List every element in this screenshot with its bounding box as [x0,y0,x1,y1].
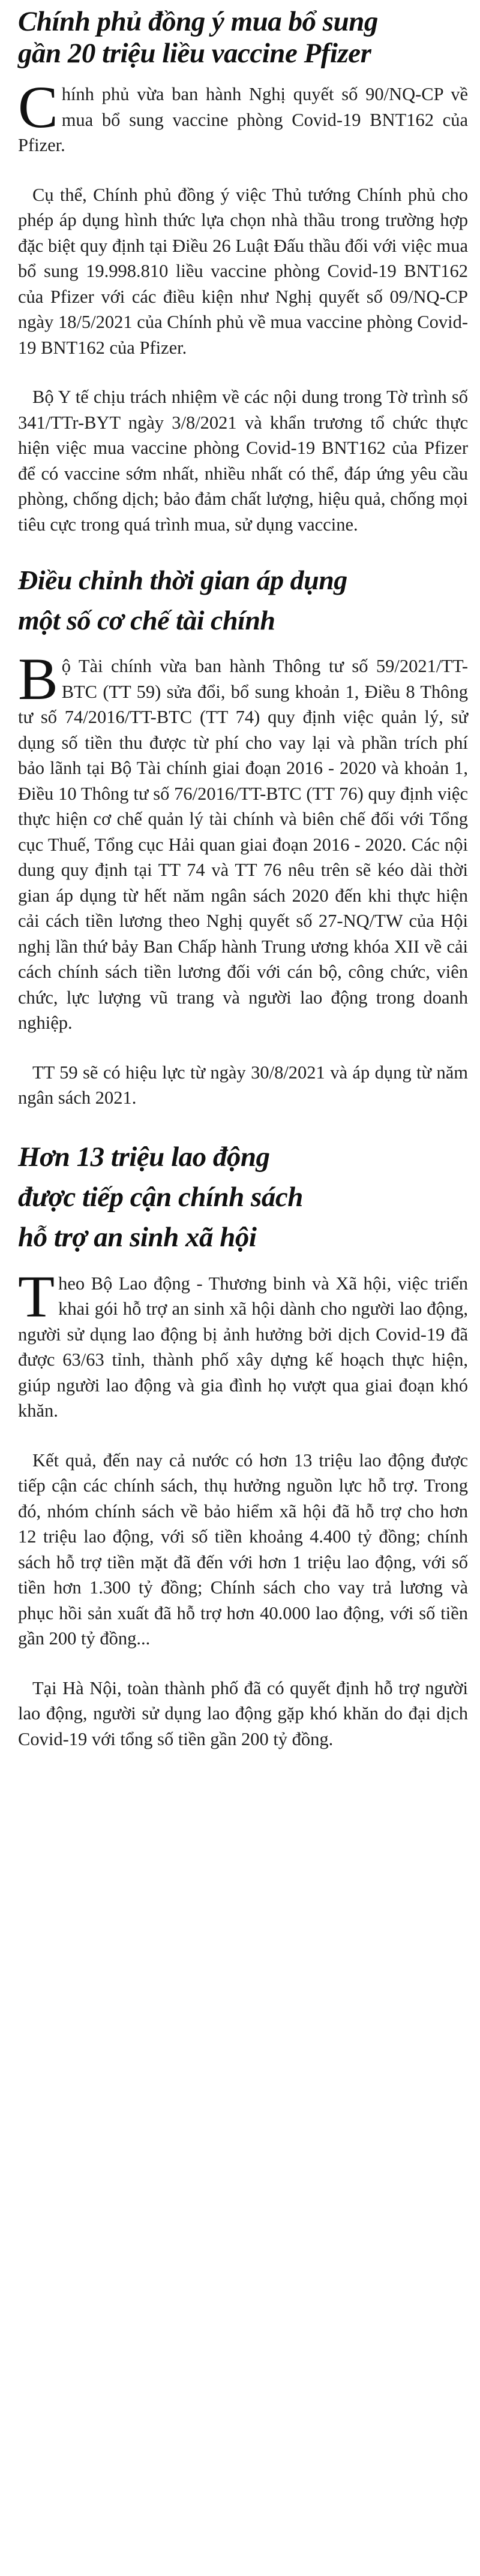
headline-line: Điều chỉnh thời gian áp dụng [18,565,347,595]
body-paragraph: Kết quả, đến nay cả nước có hơn 13 triệu lao động được tiếp cận các chính sách, thụ hưởng nguồn lực hỗ trợ. Trong đó, nhóm chính sách về bảo hiểm xã hội đã hỗ trợ cho hơn 12 triệu lao động, với số tiền khoảng 4.400 tỷ đồng; chính sách hỗ trợ tiền mặt đã đến với hơn 1 triệu lao động, với số tiền hơn 1.300 tỷ đồng; Chính sách cho vay trả lương và phục hồi sản xuất đã hỗ trợ hơn 40.000 lao động, với số tiền gần 200 tỷ đồng... [18,1450,468,1649]
lead-text: hính phủ vừa ban hành Nghị quyết số 90/NQ-CP về mua bổ sung vaccine phòng Covid-19 BNT162 của Pfizer. [18,84,468,155]
drop-cap: C [18,74,58,140]
headline [18,0,468,70]
headline [18,1111,468,1258]
lead-paragraph [18,74,468,158]
article-social-security [18,1111,468,1752]
body-paragraph: Bộ Y tế chịu trách nhiệm về các nội dung trong Tờ trình số 341/TTr-BYT ngày 3/8/2021 và khẩn trương tổ chức thực hiện việc mua vaccine phòng Covid-19 BNT162 của Pfizer để có vaccine sớm nhất, nhiều nhất có thể, đáp ứng yêu cầu phòng, chống dịch; bảo đảm chất lượng, hiệu quả, chống mọi tiêu cực trong quá trình mua, sử dụng vaccine. [18,387,468,535]
article-vaccine-pfizer [18,0,468,537]
drop-cap: T [18,1263,55,1330]
headline [18,537,468,640]
lead-text: heo Bộ Lao động - Thương binh và Xã hội, việc triển khai gói hỗ trợ an sinh xã hội dành cho người lao động, người sử dụng lao động bị ảnh hưởng bởi dịch Covid-19 đã được 63/63 tỉnh, thành phố xây dựng kế hoạch thực hiện, giúp người lao động và gia đình họ vượt qua giai đoạn khó khăn. [18,1273,468,1421]
headline-line: được tiếp cận chính sách [18,1181,303,1213]
lead-paragraph [18,646,468,1036]
article-financial-mechanism [18,537,468,1111]
headline-line: gần 20 triệu liều vaccine Pfizer [18,38,371,69]
lead-text: ộ Tài chính vừa ban hành Thông tư số 59/2021/TT-BTC (TT 59) sửa đổi, bổ sung khoản 1, Điều 8 Thông tư số 74/2016/TT-BTC (TT 74) quy định việc quản lý, sử dụng số tiền thu được từ phí cho vay lại và phần trích phí bảo lãnh tại Bộ Tài chính giai đoạn 2016 - 2020 và khoản 1, Điều 10 Thông tư số 76/2016/TT-BTC (TT 76) quy định việc thực hiện cơ chế quản lý tài chính và biên chế đối với Tổng cục Thuế, Tổng cục Hải quan giai đoạn 2016 - 2020. Các nội dung quy định tại TT 74 và TT 76 nêu trên sẽ kéo dài thời gian áp dụng từ hết năm ngân sách 2020 đến khi thực hiện cải cách tiền lương theo Nghị quyết số 27-NQ/TW của Hội nghị lần thứ bảy Ban Chấp hành Trung ương khóa XII về cải cách chính sách tiền lương đối với cán bộ, công chức, viên chức, lực lượng vũ trang và người lao động trong doanh nghiệp. [18,656,468,1033]
body-paragraph: TT 59 sẽ có hiệu lực từ ngày 30/8/2021 và áp dụng từ năm ngân sách 2021. [18,1062,468,1108]
headline-line: Chính phủ đồng ý mua bổ sung [18,6,378,37]
body-paragraph: Cụ thể, Chính phủ đồng ý việc Thủ tướng Chính phủ cho phép áp dụng hình thức lựa chọn nhà thầu trong trường hợp đặc biệt quy định tại Điều 26 Luật Đấu thầu đối với việc mua bổ sung 19.998.810 liều vaccine phòng Covid-19 BNT162 của Pfizer với các điều kiện như Nghị quyết số 09/NQ-CP ngày 18/5/2021 của Chính phủ về mua vaccine phòng Covid-19 BNT162 của Pfizer. [18,184,468,358]
body-paragraph: Tại Hà Nội, toàn thành phố đã có quyết định hỗ trợ người lao động, người sử dụng lao động gặp khó khăn do đại dịch Covid-19 với tổng số tiền gần 200 tỷ đồng. [18,1677,468,1749]
lead-paragraph [18,1263,468,1424]
headline-line: Hơn 13 triệu lao động [18,1141,270,1173]
drop-cap: B [18,646,58,712]
headline-line: hỗ trợ an sinh xã hội [18,1221,257,1253]
headline-line: một số cơ chế tài chính [18,605,275,635]
